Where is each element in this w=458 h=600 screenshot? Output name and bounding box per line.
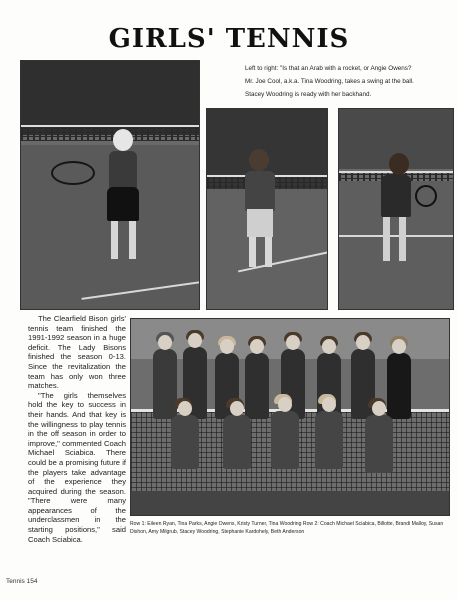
caption-line: Left to right: "Is that an Arab with a rocket, or Angie Owens? — [245, 65, 412, 72]
photo-player-hat — [20, 60, 200, 310]
article-paragraph: "The girls themselves hold the key to success in their hands. And that key is the willingness to play tennis in the off season in order to improve," commented Coach Michael Sciabica. There could be a promising future if the players take advantage of the experience they acquired during the season. "There were many appearances of the underclassmen in the starting positions," said Coach Sciabica. — [28, 390, 126, 544]
team-roster-caption: Row 1: Eileen Ryan, Tina Parks, Angie Owens, Kristy Turner, Tina Woodring Row 2: Coach Michael Sciabica, Billotte, Brandi Malloy, Susan Dishon, Amy Milgrub, Stacey Woodring, Stephanie Kardohely, Beth Anderson — [130, 521, 444, 535]
team-group-photo — [130, 318, 450, 516]
article-body — [28, 314, 126, 544]
page-folio: Tennis 154 — [6, 578, 38, 585]
caption-line: Stacey Woodring is ready with her backhand. — [245, 91, 372, 98]
photo-stacey-woodring — [338, 108, 454, 310]
page-title: GIRLS' TENNIS — [108, 24, 350, 54]
photo-captions — [245, 62, 450, 101]
caption-line: Mr. Joe Cool, a.k.a. Tina Woodring, takes a swing at the ball. — [245, 78, 414, 85]
photo-tina-woodring — [206, 108, 328, 310]
article-paragraph: The Clearfield Bison girls' tennis team finished the 1991-1992 season in a huge deficit. The Lady Bisons finished the season 0-13. Since the revitalization the team has only won three matches. — [28, 314, 126, 391]
